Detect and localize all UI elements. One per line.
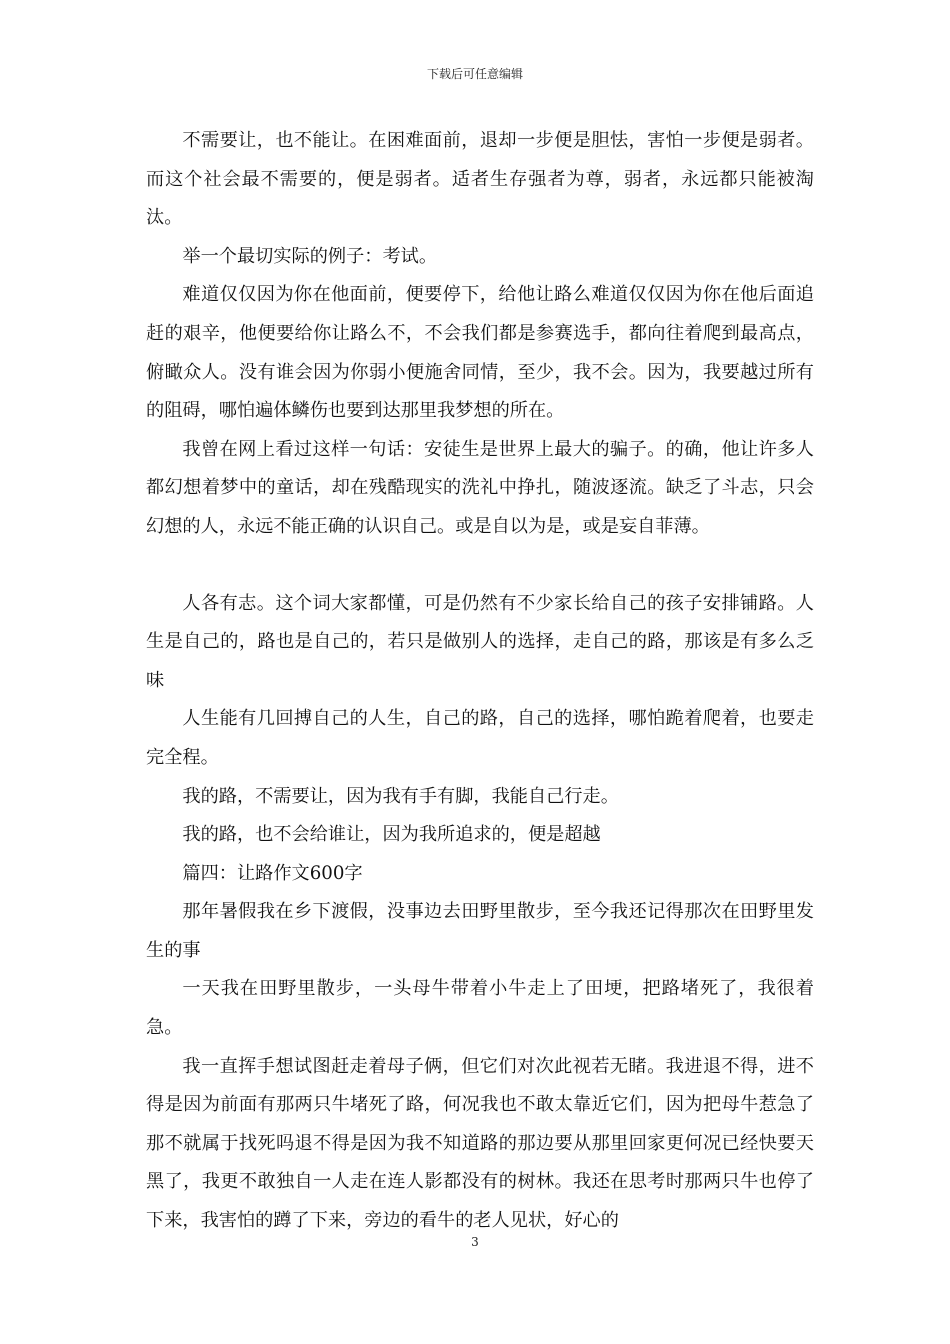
page-number: 3 — [471, 1235, 479, 1249]
paragraph: 我的路，也不会给谁让，因为我所追求的，便是超越 — [182, 824, 601, 846]
paragraph: 我的路，不需要让，因为我有手有脚，我能自己行走。 — [182, 785, 619, 807]
paragraph: 一天我在田野里散步，一头母牛带着小牛走上了田埂，把路堵死了，我很着急。 — [146, 978, 814, 1039]
paragraph: 我一直挥手想试图赶走着母子俩，但它们对次此视若无睹。我进退不得，进不得是因为前面有那两只牛堵死了路，何况我也不敢太靠近它们，因为把母牛惹急了那不就属于找死吗退不得是因为我不知道路的那边要从那里回家更何况已经快要天黑了，我更不敢独自一人走在连人影都没有的树林。我还在思考时那两只牛也停了下来，我害怕的蹲了下来，旁边的看牛的老人见状，好心的 — [146, 1055, 814, 1232]
section-heading: 篇四：让路作文600字 — [182, 862, 363, 884]
paragraph: 人各有志。这个词大家都懂，可是仍然有不少家长给自己的孩子安排铺路。人生是自己的，路也是自己的，若只是做别人的选择，走自己的路，那该是有多么乏味 — [146, 592, 814, 691]
paragraph: 难道仅仅因为你在他面前，便要停下，给他让路么难道仅仅因为你在他后面追赶的艰辛，他便要给你让路么不，不会我们都是参赛选手，都向往着爬到最高点，俯瞰众人。没有谁会因为你弱小便施舍同情，至少，我不会。因为，我要越过所有的阻碍，哪怕遍体鳞伤也要到达那里我梦想的所在。 — [146, 284, 814, 422]
page-header: 下载后可任意编辑 — [426, 67, 523, 81]
document-body — [146, 122, 814, 1241]
paragraph: 那年暑假我在乡下渡假，没事边去田野里散步，至今我还记得那次在田野里发生的事 — [146, 901, 814, 961]
paragraph: 我曾在网上看过这样一句话：安徒生是世界上最大的骗子。的确，他让许多人都幻想着梦中的童话，却在残酷现实的洗礼中挣扎，随波逐流。缺乏了斗志，只会幻想的人，永远不能正确的认识自己。或是自以为是，或是妄自菲薄。 — [146, 438, 814, 537]
paragraph: 人生能有几回搏自己的人生，自己的路，自己的选择，哪怕跪着爬着，也要走完全程。 — [146, 708, 814, 768]
paragraph: 举一个最切实际的例子：考试。 — [182, 245, 438, 267]
paragraph: 不需要让，也不能让。在困难面前，退却一步便是胆怯，害怕一步便是弱者。而这个社会最不需要的，便是弱者。适者生存强者为尊，弱者，永远都只能被淘汰。 — [146, 130, 814, 229]
